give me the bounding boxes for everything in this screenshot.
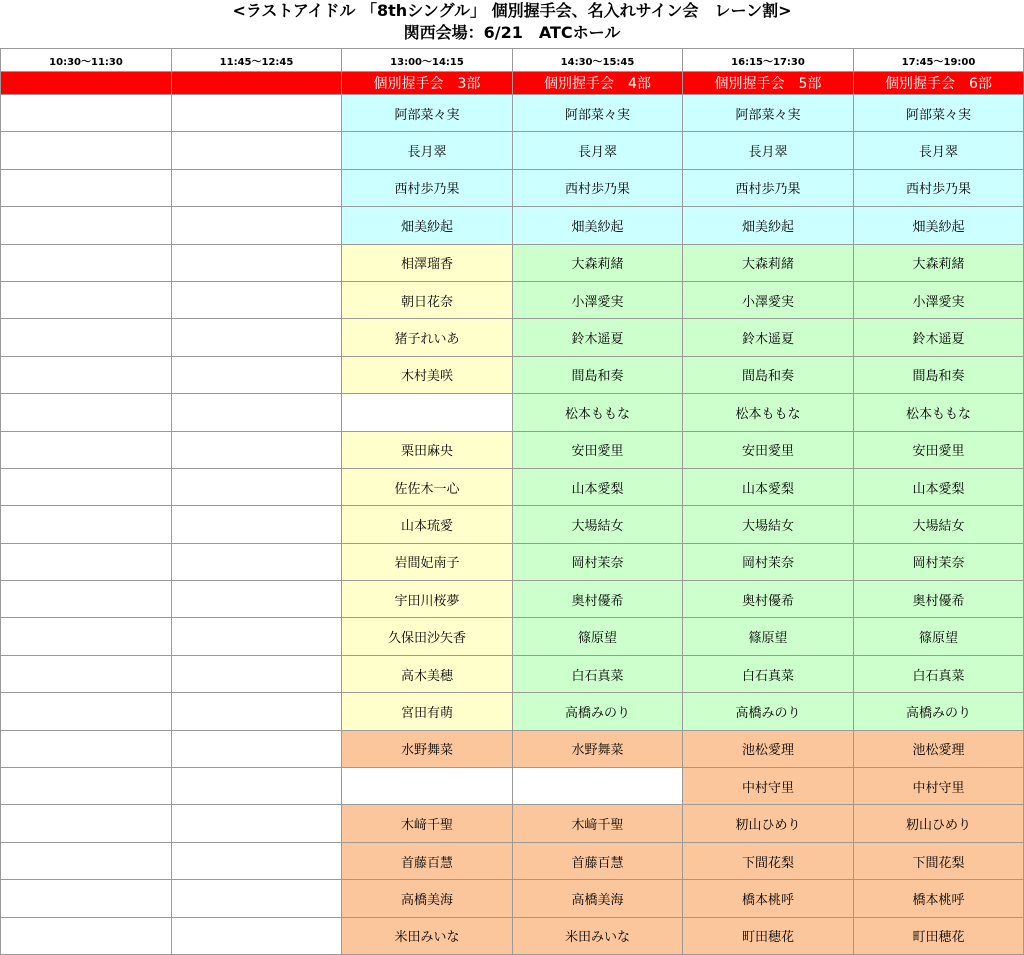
member-cell: 栗田麻央 bbox=[342, 431, 513, 468]
table-row bbox=[1, 618, 1024, 655]
member-cell bbox=[172, 207, 342, 244]
member-cell: 安田愛里 bbox=[854, 431, 1024, 468]
part-label: 個別握手会 5部 bbox=[683, 72, 854, 95]
table-row bbox=[1, 356, 1024, 393]
member-cell: 畑美紗起 bbox=[513, 207, 683, 244]
member-cell: 白石真菜 bbox=[683, 655, 854, 692]
member-cell bbox=[1, 880, 172, 917]
member-cell: 西村歩乃果 bbox=[342, 169, 513, 206]
member-cell: 小澤愛実 bbox=[854, 281, 1024, 318]
lane-schedule-table bbox=[0, 48, 1024, 955]
member-cell: 高橋みのり bbox=[854, 693, 1024, 730]
member-cell bbox=[1, 768, 172, 805]
member-cell: 水野舞菜 bbox=[513, 730, 683, 767]
member-cell: 高橋みのり bbox=[513, 693, 683, 730]
member-cell: 阿部菜々実 bbox=[342, 95, 513, 132]
member-cell bbox=[172, 581, 342, 618]
member-cell bbox=[172, 319, 342, 356]
member-cell bbox=[172, 618, 342, 655]
time-slot-header: 10:30〜11:30 bbox=[1, 49, 172, 72]
member-cell bbox=[1, 319, 172, 356]
member-cell: 高橋美海 bbox=[513, 880, 683, 917]
member-cell: 奥村優希 bbox=[854, 581, 1024, 618]
member-cell: 奥村優希 bbox=[513, 581, 683, 618]
member-cell: 畑美紗起 bbox=[342, 207, 513, 244]
table-row bbox=[1, 917, 1024, 954]
table-row bbox=[1, 768, 1024, 805]
member-cell: 安田愛里 bbox=[683, 431, 854, 468]
member-cell bbox=[172, 394, 342, 431]
member-cell: 池松愛理 bbox=[683, 730, 854, 767]
part-label bbox=[1, 72, 172, 95]
member-cell bbox=[172, 506, 342, 543]
table-row bbox=[1, 730, 1024, 767]
member-cell bbox=[172, 805, 342, 842]
member-cell: 奥村優希 bbox=[683, 581, 854, 618]
member-cell bbox=[172, 730, 342, 767]
member-cell: 大場結女 bbox=[513, 506, 683, 543]
member-cell: 長月翠 bbox=[683, 132, 854, 169]
member-cell: 朝日花奈 bbox=[342, 281, 513, 318]
member-cell: 木﨑千聖 bbox=[513, 805, 683, 842]
time-slot-header: 14:30〜15:45 bbox=[513, 49, 683, 72]
member-cell: 間島和奏 bbox=[854, 356, 1024, 393]
member-cell bbox=[172, 468, 342, 505]
member-cell bbox=[1, 730, 172, 767]
member-cell: 岡村茉奈 bbox=[683, 543, 854, 580]
member-cell bbox=[342, 768, 513, 805]
member-cell bbox=[1, 244, 172, 281]
member-cell: 猪子れいあ bbox=[342, 319, 513, 356]
table-row bbox=[1, 581, 1024, 618]
time-slot-header: 13:00〜14:15 bbox=[342, 49, 513, 72]
member-cell: 町田穂花 bbox=[683, 917, 854, 954]
member-cell: 宇田川桜夢 bbox=[342, 581, 513, 618]
member-cell bbox=[342, 394, 513, 431]
part-header-row bbox=[1, 72, 1024, 95]
member-cell bbox=[1, 95, 172, 132]
part-label: 個別握手会 3部 bbox=[342, 72, 513, 95]
member-cell: 久保田沙矢香 bbox=[342, 618, 513, 655]
member-cell: 鈴木遥夏 bbox=[854, 319, 1024, 356]
member-cell: 安田愛里 bbox=[513, 431, 683, 468]
member-cell: 小澤愛実 bbox=[513, 281, 683, 318]
member-cell: 間島和奏 bbox=[513, 356, 683, 393]
member-cell: 長月翠 bbox=[342, 132, 513, 169]
member-cell: 西村歩乃果 bbox=[854, 169, 1024, 206]
member-cell bbox=[513, 768, 683, 805]
member-cell: 山本愛梨 bbox=[513, 468, 683, 505]
part-label bbox=[172, 72, 342, 95]
member-cell bbox=[172, 655, 342, 692]
member-cell: 松本ももな bbox=[854, 394, 1024, 431]
member-cell bbox=[1, 394, 172, 431]
member-cell: 畑美紗起 bbox=[854, 207, 1024, 244]
member-cell: 阿部菜々実 bbox=[513, 95, 683, 132]
time-slot-header-row bbox=[1, 49, 1024, 72]
page-header bbox=[0, 0, 1024, 44]
member-cell: 白石真菜 bbox=[854, 655, 1024, 692]
table-row bbox=[1, 95, 1024, 132]
member-cell bbox=[1, 693, 172, 730]
member-cell: 首藤百慧 bbox=[513, 842, 683, 879]
member-cell: 高橋みのり bbox=[683, 693, 854, 730]
member-cell: 宮田有萌 bbox=[342, 693, 513, 730]
member-cell bbox=[1, 917, 172, 954]
member-cell bbox=[172, 880, 342, 917]
table-row bbox=[1, 543, 1024, 580]
member-cell: 池松愛理 bbox=[854, 730, 1024, 767]
member-cell: 大場結女 bbox=[683, 506, 854, 543]
table-row bbox=[1, 394, 1024, 431]
member-cell: 鈴木遥夏 bbox=[683, 319, 854, 356]
member-cell bbox=[172, 169, 342, 206]
table-row bbox=[1, 880, 1024, 917]
member-cell: 高木美穂 bbox=[342, 655, 513, 692]
table-row bbox=[1, 169, 1024, 206]
member-cell: 中村守里 bbox=[683, 768, 854, 805]
member-cell: 大森莉緒 bbox=[513, 244, 683, 281]
member-cell bbox=[1, 581, 172, 618]
member-cell: 篠原望 bbox=[854, 618, 1024, 655]
member-cell: 山本琉愛 bbox=[342, 506, 513, 543]
member-cell: 篠原望 bbox=[683, 618, 854, 655]
member-cell: 籾山ひめり bbox=[683, 805, 854, 842]
table-row bbox=[1, 468, 1024, 505]
member-cell bbox=[172, 356, 342, 393]
member-cell: 岩間妃南子 bbox=[342, 543, 513, 580]
member-cell bbox=[172, 917, 342, 954]
member-cell bbox=[1, 842, 172, 879]
member-cell: 長月翠 bbox=[513, 132, 683, 169]
time-slot-header: 11:45〜12:45 bbox=[172, 49, 342, 72]
member-cell: 下間花梨 bbox=[683, 842, 854, 879]
member-cell: 大場結女 bbox=[854, 506, 1024, 543]
member-cell: 大森莉緒 bbox=[854, 244, 1024, 281]
part-label: 個別握手会 6部 bbox=[854, 72, 1024, 95]
time-slot-header: 16:15〜17:30 bbox=[683, 49, 854, 72]
member-cell bbox=[1, 169, 172, 206]
member-cell: 相澤瑠香 bbox=[342, 244, 513, 281]
member-cell: 下間花梨 bbox=[854, 842, 1024, 879]
member-cell: 橋本桃呼 bbox=[854, 880, 1024, 917]
member-cell: 岡村茉奈 bbox=[854, 543, 1024, 580]
member-cell bbox=[1, 506, 172, 543]
member-cell bbox=[172, 543, 342, 580]
member-cell: 西村歩乃果 bbox=[513, 169, 683, 206]
table-row bbox=[1, 506, 1024, 543]
member-cell: 籾山ひめり bbox=[854, 805, 1024, 842]
member-cell bbox=[1, 618, 172, 655]
member-cell: 岡村茉奈 bbox=[513, 543, 683, 580]
page-title: <ラストアイドル 「8thシングル」 個別握手会、名入れサイン会 レーン割> bbox=[232, 1, 792, 20]
member-cell bbox=[1, 468, 172, 505]
member-cell: 首藤百慧 bbox=[342, 842, 513, 879]
member-cell: 町田穂花 bbox=[854, 917, 1024, 954]
member-cell: 山本愛梨 bbox=[854, 468, 1024, 505]
member-cell bbox=[172, 281, 342, 318]
part-label: 個別握手会 4部 bbox=[513, 72, 683, 95]
table-row bbox=[1, 842, 1024, 879]
member-cell bbox=[172, 693, 342, 730]
member-cell bbox=[1, 132, 172, 169]
member-cell bbox=[172, 244, 342, 281]
member-cell bbox=[1, 356, 172, 393]
member-cell: 阿部菜々実 bbox=[854, 95, 1024, 132]
member-cell bbox=[1, 655, 172, 692]
member-cell bbox=[172, 768, 342, 805]
member-cell: 篠原望 bbox=[513, 618, 683, 655]
member-cell: 木﨑千聖 bbox=[342, 805, 513, 842]
table-row bbox=[1, 655, 1024, 692]
member-cell: 阿部菜々実 bbox=[683, 95, 854, 132]
member-cell bbox=[172, 842, 342, 879]
member-cell bbox=[1, 207, 172, 244]
member-cell: 松本ももな bbox=[513, 394, 683, 431]
member-cell: 高橋美海 bbox=[342, 880, 513, 917]
member-cell: 佐佐木一心 bbox=[342, 468, 513, 505]
page-subtitle: 関西会場：6/21 ATCホール bbox=[403, 23, 621, 42]
member-cell: 大森莉緒 bbox=[683, 244, 854, 281]
member-cell: 橋本桃呼 bbox=[683, 880, 854, 917]
member-cell: 米田みいな bbox=[513, 917, 683, 954]
member-cell: 中村守里 bbox=[854, 768, 1024, 805]
table-row bbox=[1, 319, 1024, 356]
member-cell bbox=[172, 132, 342, 169]
member-cell bbox=[1, 805, 172, 842]
member-cell bbox=[1, 431, 172, 468]
member-cell: 畑美紗起 bbox=[683, 207, 854, 244]
table-row bbox=[1, 805, 1024, 842]
member-cell: 水野舞菜 bbox=[342, 730, 513, 767]
member-cell: 鈴木遥夏 bbox=[513, 319, 683, 356]
member-cell: 松本ももな bbox=[683, 394, 854, 431]
table-row bbox=[1, 244, 1024, 281]
member-cell: 木村美咲 bbox=[342, 356, 513, 393]
member-cell bbox=[172, 431, 342, 468]
member-cell bbox=[1, 543, 172, 580]
table-row bbox=[1, 207, 1024, 244]
time-slot-header: 17:45〜19:00 bbox=[854, 49, 1024, 72]
member-cell: 米田みいな bbox=[342, 917, 513, 954]
table-row bbox=[1, 132, 1024, 169]
member-cell: 白石真菜 bbox=[513, 655, 683, 692]
table-row bbox=[1, 693, 1024, 730]
member-cell: 山本愛梨 bbox=[683, 468, 854, 505]
member-cell: 西村歩乃果 bbox=[683, 169, 854, 206]
member-cell: 長月翠 bbox=[854, 132, 1024, 169]
table-row bbox=[1, 281, 1024, 318]
member-cell: 小澤愛実 bbox=[683, 281, 854, 318]
table-row bbox=[1, 431, 1024, 468]
member-cell bbox=[172, 95, 342, 132]
member-cell: 間島和奏 bbox=[683, 356, 854, 393]
member-cell bbox=[1, 281, 172, 318]
